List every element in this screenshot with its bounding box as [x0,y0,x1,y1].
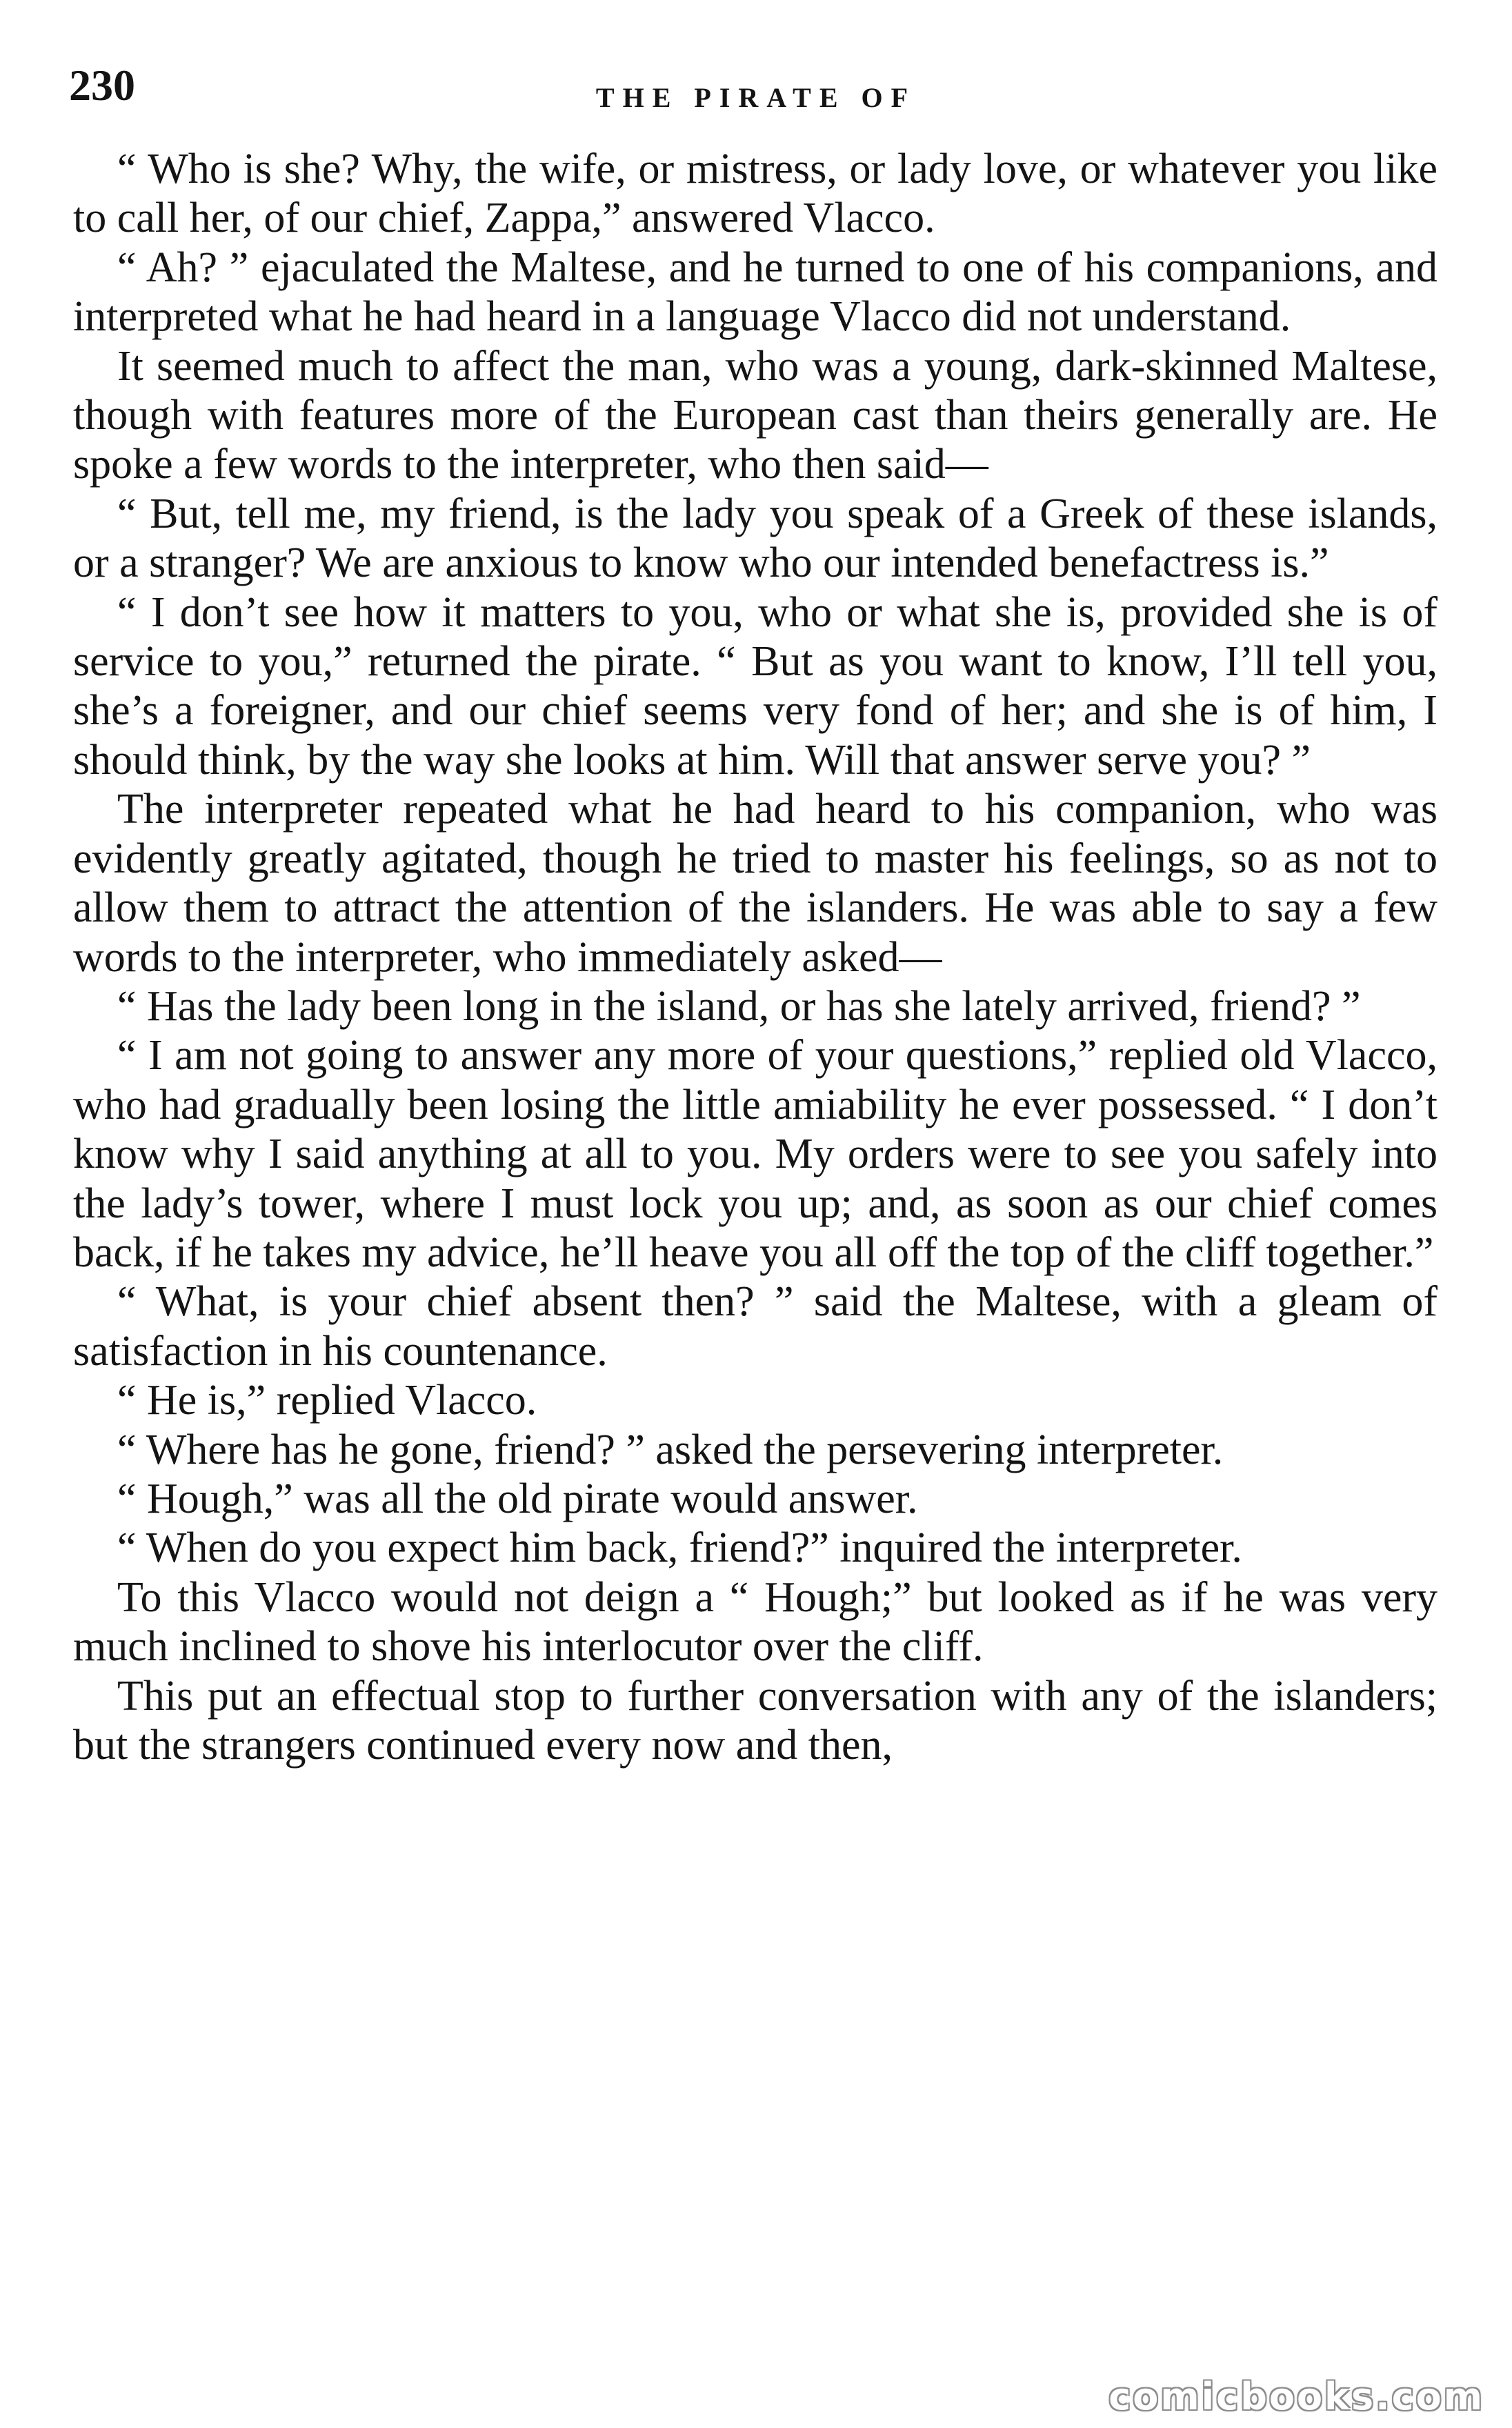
paragraph: “ He is,” replied Vlacco. [117,1377,537,1424]
paragraph: “ I am not going to answer any more of your questions,” replied old Vlacco, who had gradually been losing the little amiability he ever possessed. “ I don’t know why I said anything at all to you. My orders were to see you safely into the lady’s tower, where I must lock you up; and, as soon as our chief comes back, if he takes my advice, he’ll heave you all off the top of the cliff together.” [73,1032,1438,1276]
paragraph: “ Has the lady been long in the island, or has she lately arrived, friend? ” [117,982,1361,1030]
paragraph: “ But, tell me, my friend, is the lady you speak of a Greek of these islands, or a stranger? We are anxious to know who our intended benefactress is.” [73,490,1438,587]
paragraph: “ Who is she? Why, the wife, or mistress, or lady love, or whatever you like to call her, of our chief, Zappa,” answered Vlacco. [73,146,1438,242]
paragraph: “ What, is your chief absent then? ” said the Maltese, with a gleam of satisfaction in his countenance. [73,1278,1438,1375]
body-text [73,145,1438,1770]
paragraph: “ When do you expect him back, friend?” inquired the interpreter. [117,1524,1242,1572]
paragraph: The interpreter repeated what he had heard to his companion, who was evidently greatly agitated, though he tried to master his feelings, so as not to allow them to attract the attention of the islanders. He was able to say a few words to the interpreter, who immediately asked— [73,786,1438,981]
running-head: THE PIRATE OF [595,82,917,113]
paragraph: It seemed much to affect the man, who was a young, dark-skinned Maltese, though with features more of the European cast than theirs generally are. He spoke a few words to the interpreter, who then said— [73,342,1438,488]
paragraph: To this Vlacco would not deign a “ Hough;” but looked as if he was very much inclined to shove his interlocutor over the cliff. [73,1573,1438,1671]
paragraph: “ Where has he gone, friend? ” asked the persevering interpreter. [117,1426,1224,1473]
paragraph: “ I don’t see how it matters to you, who or what she is, provided she is of service to you,” returned the pirate. “ But as you want to know, I’ll tell you, she’s a foreigner, and our chief seems very fond of her; and she is of him, I should think, by the way she looks at him. Will that answer serve you? ” [73,588,1438,784]
paragraph: “ Hough,” was all the old pirate would answer. [117,1475,918,1522]
paragraph: This put an effectual stop to further conversation with any of the islanders; but the strangers continued every now and then, [73,1672,1438,1769]
page-number: 230 [69,61,135,110]
paragraph: “ Ah? ” ejaculated the Maltese, and he turned to one of his companions, and interpreted what he had heard in a language Vlacco did not understand. [73,243,1438,341]
watermark: comicbooks.com [1108,2375,1484,2418]
